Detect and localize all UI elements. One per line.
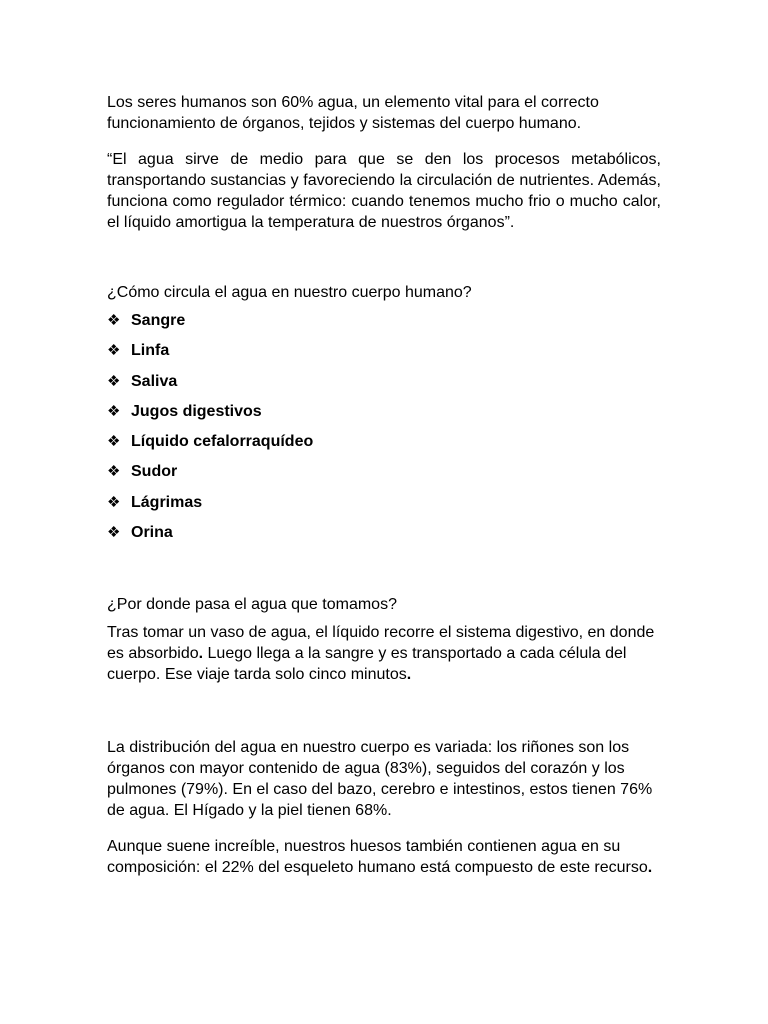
list-item — [107, 431, 661, 461]
travel-bold-period-end: . — [406, 666, 412, 684]
document-page — [107, 92, 661, 878]
quote-paragraph: “El agua sirve de medio para que se den los procesos metabólicos, transportando sustancias y favoreciendo la circulación de nutrientes. Además, funciona como regulador térmico: cuando tenemos mucho frio o mucho calor, el líquido amortigua la temperatura de nuestros órganos”. — [107, 151, 661, 231]
list-item-label: Lágrimas — [131, 493, 203, 511]
travel-bold-period: . — [198, 645, 204, 663]
fluids-list — [107, 310, 661, 552]
list-item-label: Saliva — [131, 372, 178, 390]
distribution-paragraph: La distribución del agua en nuestro cuerpo es variada: los riñones son los órganos con mayor contenido de agua (83%), seguidos del corazón y los pulmones (79%). En el caso del bazo, cerebro e intestinos, estos tienen 76% de agua. El Hígado y la piel tienen 68%. — [107, 739, 653, 820]
list-item-label: Linfa — [131, 342, 170, 360]
diamond-bullet-icon: ❖ — [107, 312, 121, 329]
diamond-bullet-icon: ❖ — [107, 463, 121, 481]
diamond-bullet-icon: ❖ — [107, 342, 121, 360]
water-path-question: ¿Por donde pasa el agua que tomamos? — [107, 596, 397, 614]
diamond-bullet-icon: ❖ — [107, 402, 121, 420]
travel-text-part2: Luego llega a la sangre y es transportado a cada célula del cuerpo. Ese viaje tarda solo cinco minutos — [107, 645, 627, 684]
diamond-bullet-icon: ❖ — [107, 493, 121, 511]
list-item — [107, 340, 661, 370]
bones-bold-period: . — [647, 859, 653, 877]
circulation-question: ¿Cómo circula el agua en nuestro cuerpo humano? — [107, 284, 472, 301]
list-item-label: Sudor — [131, 463, 178, 481]
list-item — [107, 310, 661, 340]
diamond-bullet-icon: ❖ — [107, 524, 121, 542]
diamond-bullet-icon: ❖ — [107, 372, 121, 390]
list-item-label: Orina — [131, 524, 173, 542]
intro-paragraph: Los seres humanos son 60% agua, un elemento vital para el correcto funcionamiento de órganos, tejidos y sistemas del cuerpo humano. — [107, 94, 599, 132]
list-item — [107, 401, 661, 431]
bones-text: Aunque suene increíble, nuestros huesos también contienen agua en su composición: el 22% del esqueleto humano está compuesto de este recurso — [107, 838, 648, 877]
list-item-label: Sangre — [131, 312, 186, 329]
list-item — [107, 371, 661, 401]
list-item-label: Jugos digestivos — [131, 402, 262, 420]
list-item — [107, 461, 661, 491]
travel-paragraph — [107, 622, 661, 685]
bones-paragraph — [107, 836, 661, 878]
list-item — [107, 492, 661, 522]
diamond-bullet-icon: ❖ — [107, 433, 121, 451]
travel-text-part1: Tras tomar un vaso de agua, el líquido recorre el sistema digestivo, en donde es absorbido — [107, 624, 655, 663]
list-item — [107, 522, 661, 552]
list-item-label: Líquido cefalorraquídeo — [131, 433, 314, 451]
